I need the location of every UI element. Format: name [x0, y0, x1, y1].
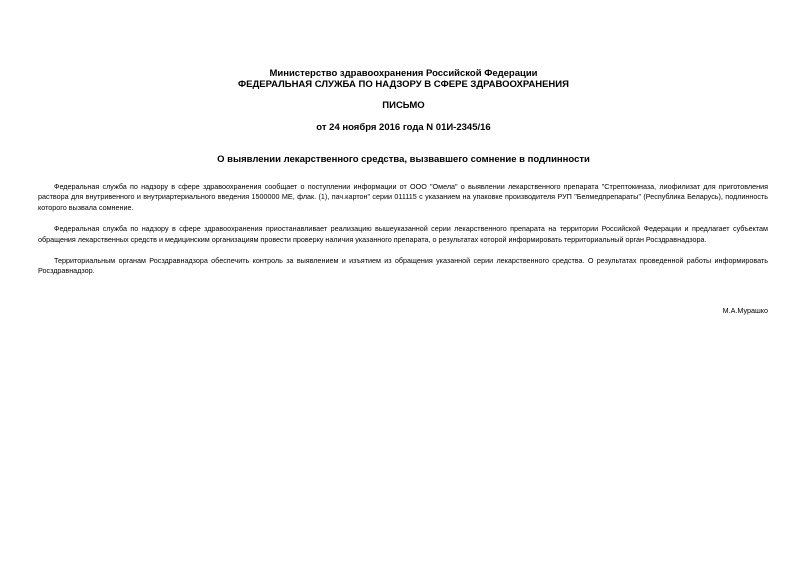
document-title: О выявлении лекарственного средства, вызвавшего сомнение в подлинности — [217, 154, 590, 165]
document-header — [0, 68, 807, 90]
paragraph: Федеральная служба по надзору в сфере здравоохранения сообщает о поступлении информации от ООО "Омела" о выявлении лекарственного препарата "Стрептокиназа, лиофилизат для приготовления раствора для внутривенного и внутриартериального введения 1500000 МЕ, флак. (1), пач.картон" серии 011115 с указанием на упаковке производителя РУП "Белмедпрепараты" (Республика Беларусь), подлинность которого вызвала сомнение. — [38, 182, 768, 212]
document-type: ПИСЬМО — [382, 100, 425, 111]
signature: М.А.Мурашко — [722, 306, 768, 315]
paragraph: Территориальным органам Росздравнадзора обеспечить контроль за выявлением и изъятием из обращения указанной серии лекарственного средства. О результатах проведенной работы информировать Росздравнадзор. — [38, 256, 768, 276]
paragraph: Федеральная служба по надзору в сфере здравоохранения приостанавливает реализацию вышеуказанной серии лекарственного препарата на территории Российской Федерации и предлагает субъектам обращения лекарственных средств и медицинским организациям провести проверку наличия указанного препарата, о результатах которой информировать территориальный орган Росздравнадзора. — [38, 224, 768, 244]
service-name: ФЕДЕРАЛЬНАЯ СЛУЖБА ПО НАДЗОРУ В СФЕРЕ ЗДРАВООХРАНЕНИЯ — [238, 79, 569, 90]
ministry-name: Министерство здравоохранения Российской Федерации — [269, 68, 538, 79]
document-date-number: от 24 ноября 2016 года N 01И-2345/16 — [316, 122, 491, 133]
document-body — [38, 182, 768, 288]
